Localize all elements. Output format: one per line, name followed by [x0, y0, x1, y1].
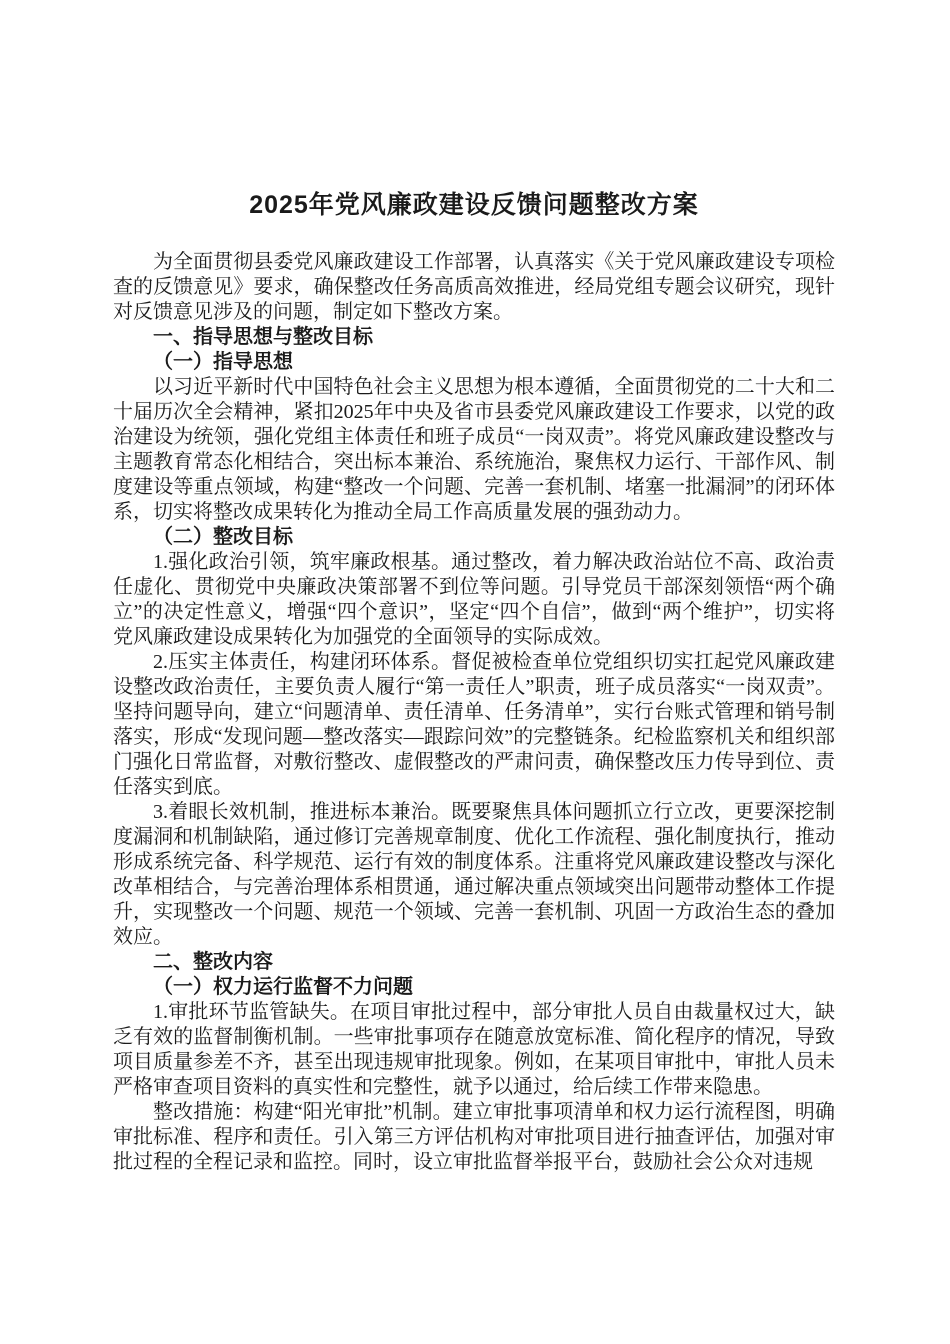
section-heading: 二、整改内容: [153, 951, 273, 973]
document-title: 2025年党风廉政建设反馈问题整改方案: [249, 191, 699, 219]
body-paragraph: 1.审批环节监管缺失。在项目审批过程中，部分审批人员自由裁量权过大，缺乏有效的监督制衡机制。一些审批事项存在随意放宽标准、简化程序的情况，导致项目质量参差不齐，甚至出现违规审批现象。例如，在某项目审批中，审批人员未严格审查项目资料的真实性和完整性，就予以通过，给后续工作带来隐患。: [113, 1001, 835, 1098]
section-heading: （二）整改目标: [153, 526, 293, 548]
section-heading: （一）指导思想: [153, 351, 293, 373]
body-paragraph: 以习近平新时代中国特色社会主义思想为根本遵循，全面贯彻党的二十大和二十届历次全会精神，紧扣2025年中央及省市县委党风廉政建设工作要求，以党的政治建设为统领，强化党组主体责任和班子成员“一岗双责”。将党风廉政建设整改与主题教育常态化相结合，突出标本兼治、系统施治，聚焦权力运行、干部作风、制度建设等重点领域，构建“整改一个问题、完善一套机制、堵塞一批漏洞”的闭环体系，切实将整改成果转化为推动全局工作高质量发展的强劲动力。: [113, 376, 835, 523]
section-heading: （一）权力运行监督不力问题: [153, 976, 413, 998]
body-paragraph: 3.着眼长效机制，推进标本兼治。既要聚焦具体问题抓立行立改，更要深挖制度漏洞和机制缺陷，通过修订完善规章制度、优化工作流程、强化制度执行，推动形成系统完备、科学规范、运行有效的制度体系。注重将党风廉政建设整改与深化改革相结合，与完善治理体系相贯通，通过解决重点领域突出问题带动整体工作提升，实现整改一个问题、规范一个领域、完善一套机制、巩固一方政治生态的叠加效应。: [113, 801, 835, 948]
document-content: [113, 190, 835, 1175]
document-body: [113, 250, 835, 1175]
body-paragraph: 1.强化政治引领，筑牢廉政根基。通过整改，着力解决政治站位不高、政治责任虚化、贯彻党中央廉政决策部署不到位等问题。引导党员干部深刻领悟“两个确立”的决定性意义，增强“四个意识”，坚定“四个自信”，做到“两个维护”，切实将党风廉政建设成果转化为加强党的全面领导的实际成效。: [113, 551, 835, 648]
section-heading: 一、指导思想与整改目标: [153, 326, 373, 348]
body-paragraph: 整改措施：构建“阳光审批”机制。建立审批事项清单和权力运行流程图，明确审批标准、程序和责任。引入第三方评估机构对审批项目进行抽查评估，加强对审批过程的全程记录和监控。同时，设立审批监督举报平台，鼓励社会公众对违规: [113, 1101, 835, 1173]
body-paragraph: 2.压实主体责任，构建闭环体系。督促被检查单位党组织切实扛起党风廉政建设整改政治责任，主要负责人履行“第一责任人”职责，班子成员落实“一岗双责”。坚持问题导向，建立“问题清单、责任清单、任务清单”，实行台账式管理和销号制落实，形成“发现问题—整改落实—跟踪问效”的完整链条。纪检监察机关和组织部门强化日常监督，对敷衍整改、虚假整改的严肃问责，确保整改压力传导到位、责任落实到底。: [113, 651, 835, 798]
body-paragraph: 为全面贯彻县委党风廉政建设工作部署，认真落实《关于党风廉政建设专项检查的反馈意见》要求，确保整改任务高质高效推进，经局党组专题会议研究，现针对反馈意见涉及的问题，制定如下整改方案。: [113, 251, 835, 323]
